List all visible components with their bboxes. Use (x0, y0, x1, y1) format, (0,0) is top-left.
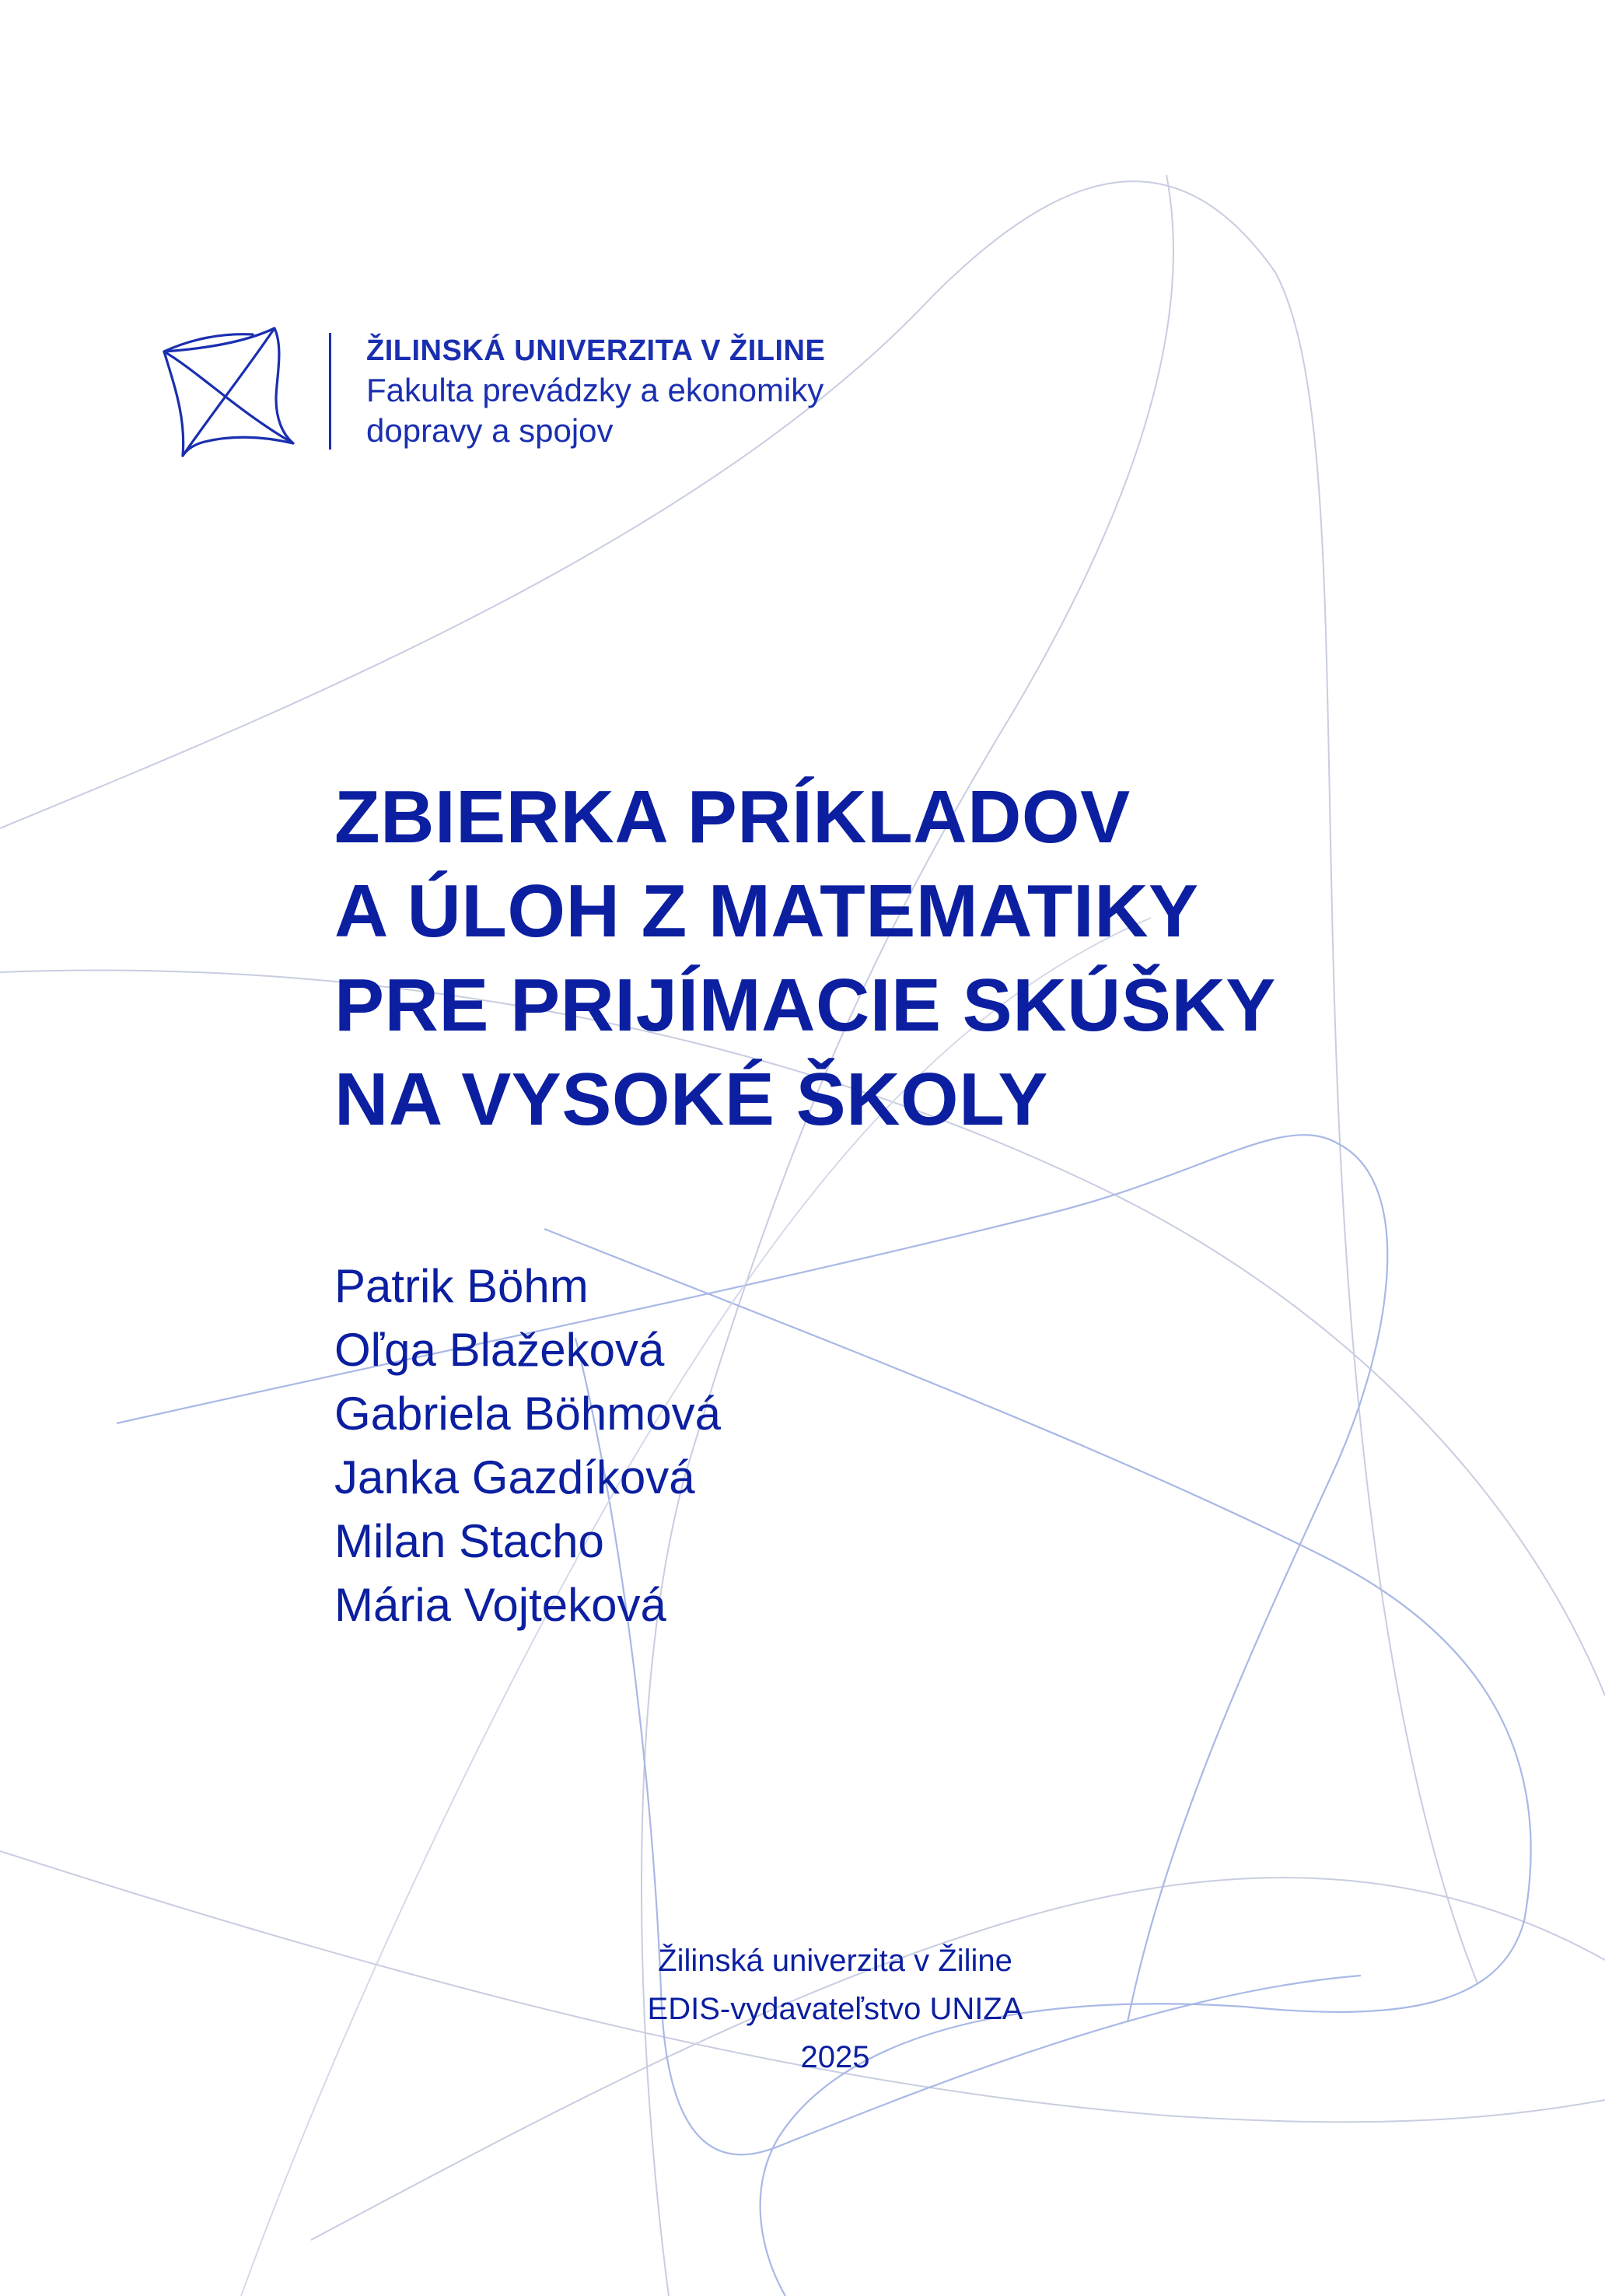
author-name: Mária Vojteková (334, 1579, 666, 1631)
author-name: Milan Stacho (334, 1515, 604, 1567)
author-name: Janka Gazdíková (334, 1451, 695, 1503)
author-name: Oľga Blažeková (334, 1324, 665, 1376)
title-line-3: PRE PRIJÍMACIE SKÚŠKY (334, 964, 1276, 1047)
publisher-name: EDIS-vydavateľstvo UNIZA (647, 1992, 1023, 2026)
institution-header (159, 325, 937, 457)
faculty-name-line-2: dopravy a spojov (366, 412, 614, 449)
title-line-1: ZBIERKA PRÍKLADOV (334, 775, 1131, 859)
faculty-name-line-1: Fakulta prevádzky a ekonomiky (366, 372, 824, 408)
publisher-info (602, 1937, 1068, 2081)
book-title (334, 770, 1276, 1146)
title-line-4: NA VYSOKÉ ŠKOLY (334, 1058, 1048, 1141)
publisher-university: Žilinská univerzita v Žiline (658, 1944, 1012, 1978)
author-list (334, 1255, 721, 1637)
author-name: Patrik Böhm (334, 1260, 589, 1312)
university-name: ŽILINSKÁ UNIVERZITA V ŽILINE (366, 334, 826, 367)
title-line-2: A ÚLOH Z MATEMATIKY (334, 870, 1199, 953)
university-logo-icon (159, 325, 299, 457)
publication-year: 2025 (800, 2040, 870, 2074)
author-name: Gabriela Böhmová (334, 1388, 721, 1440)
header-divider (329, 333, 331, 450)
header-text (366, 331, 825, 451)
